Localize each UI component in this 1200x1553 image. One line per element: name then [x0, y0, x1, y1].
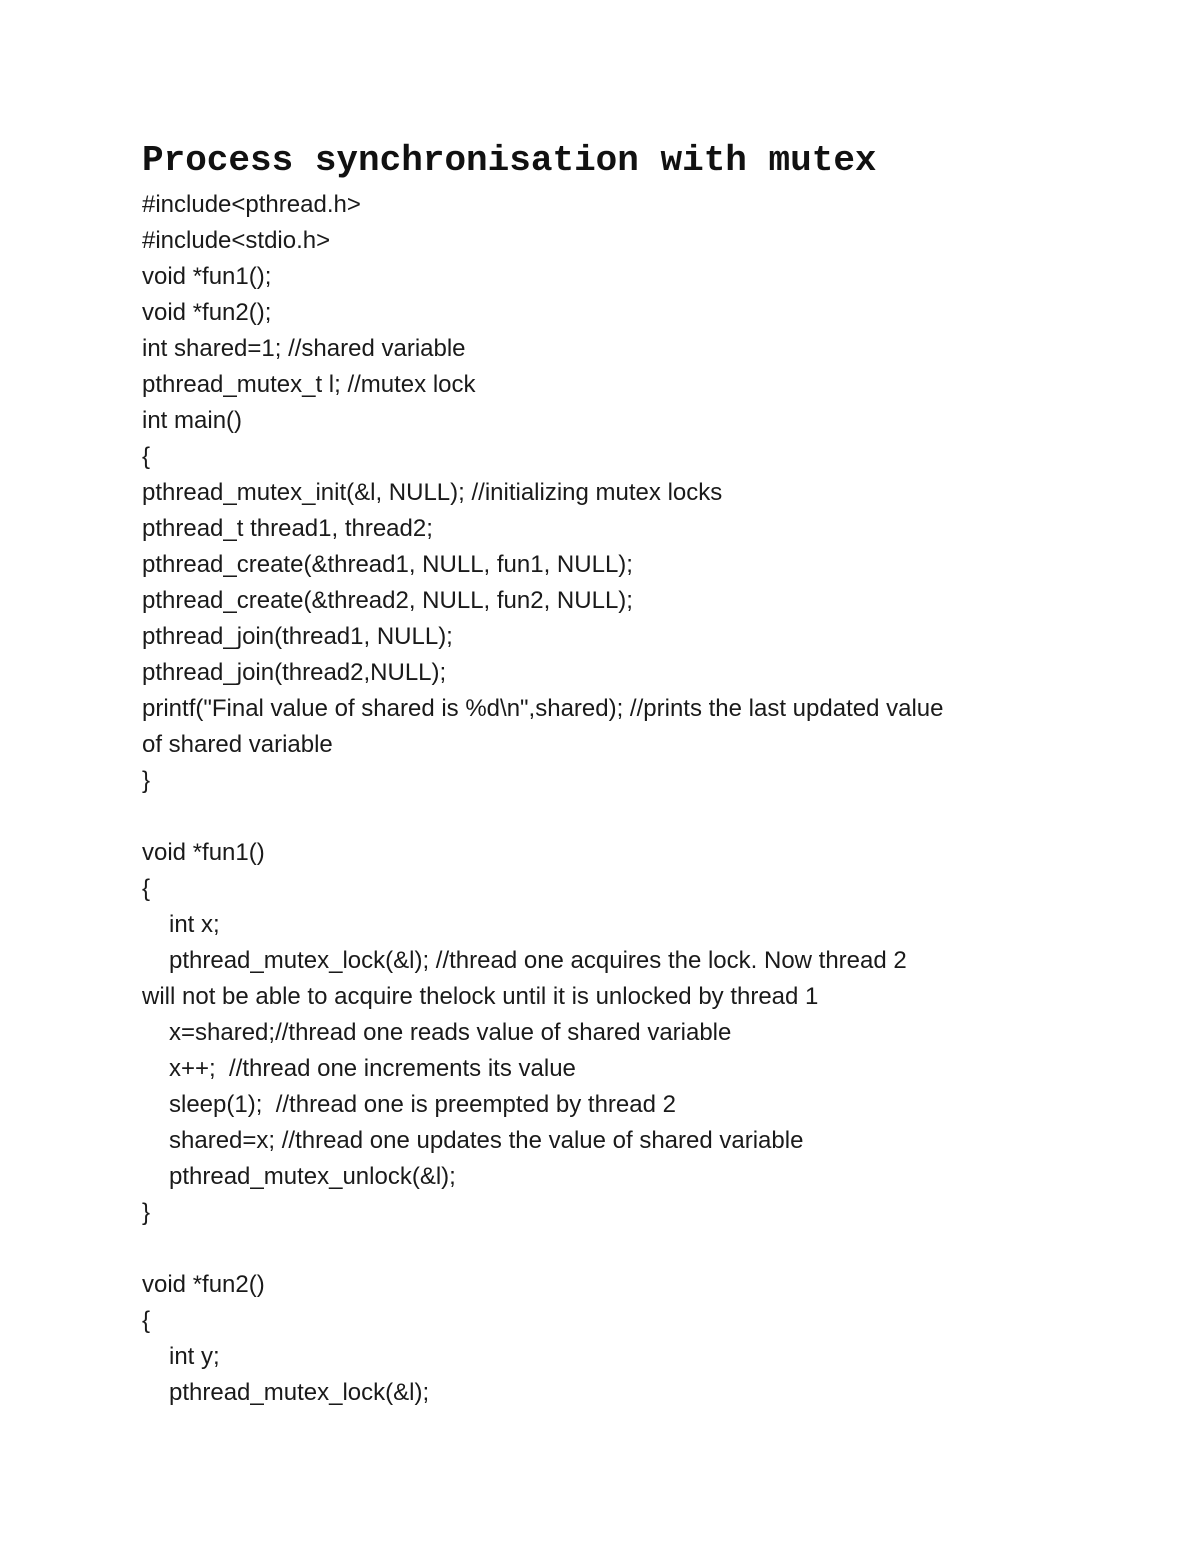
code-line: void *fun2() — [142, 1271, 265, 1298]
code-line: int main() — [142, 407, 243, 434]
code-line: pthread_join(thread1, NULL); — [142, 623, 453, 650]
blank-line — [142, 1231, 1072, 1267]
code-line: pthread_join(thread2,NULL); — [142, 659, 447, 686]
code-line: { — [142, 875, 151, 902]
code-line: { — [142, 1307, 151, 1334]
code-line: pthread_mutex_lock(&l); //thread one acquires the lock. Now thread 2 — [169, 947, 907, 974]
code-line: of shared variable — [142, 731, 333, 758]
code-line: shared=x; //thread one updates the value of shared variable — [169, 1127, 804, 1154]
code-line: pthread_mutex_t l; //mutex lock — [142, 371, 476, 398]
code-line: int y; — [169, 1343, 220, 1370]
code-line: pthread_mutex_unlock(&l); — [169, 1163, 456, 1190]
code-line: #include<stdio.h> — [142, 227, 331, 254]
code-line: pthread_mutex_lock(&l); — [169, 1379, 430, 1406]
code-line: { — [142, 443, 151, 470]
code-line: void *fun2(); — [142, 299, 272, 326]
code-line: pthread_create(&thread2, NULL, fun2, NULL); — [142, 587, 633, 614]
code-line: #include<pthread.h> — [142, 191, 361, 218]
code-line: pthread_t thread1, thread2; — [142, 515, 433, 542]
document-title: Process synchronisation with mutex — [142, 140, 877, 181]
code-line: printf("Final value of shared is %d\n",shared); //prints the last updated value — [142, 695, 944, 722]
code-line: x++; //thread one increments its value — [169, 1055, 576, 1082]
code-line: int x; — [169, 911, 220, 938]
code-line: } — [142, 767, 151, 794]
code-line: will not be able to acquire thelock until it is unlocked by thread 1 — [142, 983, 819, 1010]
code-line: x=shared;//thread one reads value of shared variable — [169, 1019, 732, 1046]
code-line: void *fun1(); — [142, 263, 272, 290]
code-line: } — [142, 1199, 151, 1226]
code-line: pthread_create(&thread1, NULL, fun1, NULL); — [142, 551, 633, 578]
blank-line — [142, 799, 1072, 835]
code-listing — [142, 187, 1072, 1411]
code-line: void *fun1() — [142, 839, 265, 866]
code-line: pthread_mutex_init(&l, NULL); //initializing mutex locks — [142, 479, 723, 506]
code-line: int shared=1; //shared variable — [142, 335, 466, 362]
code-line: sleep(1); //thread one is preempted by thread 2 — [169, 1091, 676, 1118]
